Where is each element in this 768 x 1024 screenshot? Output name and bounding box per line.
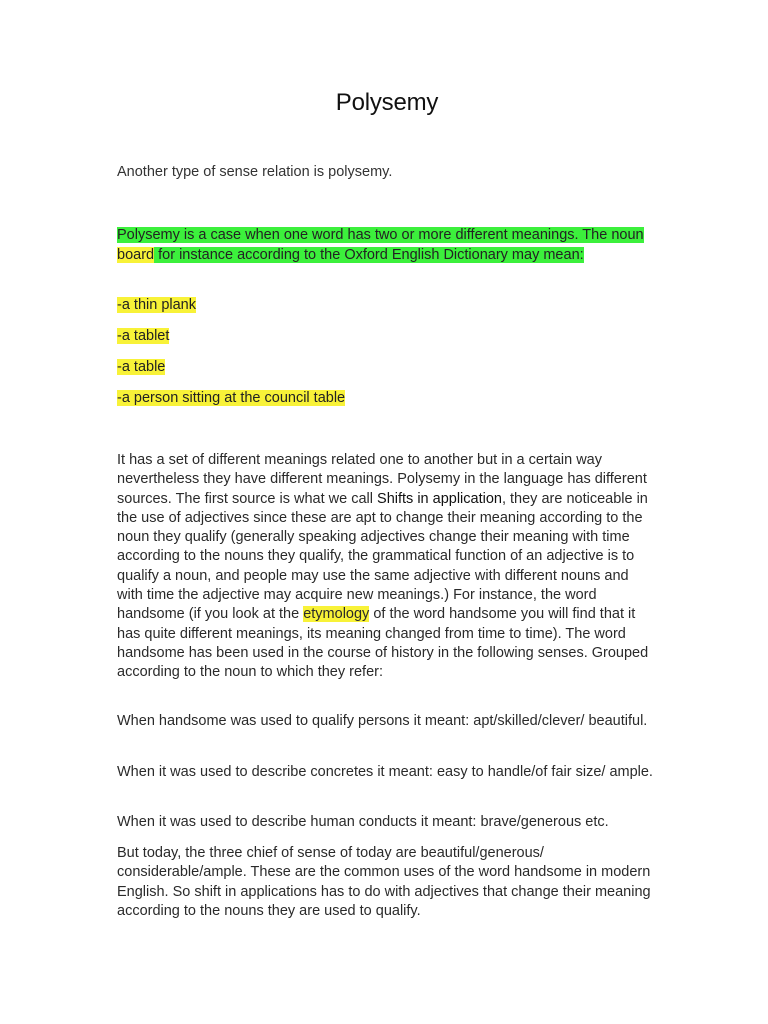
list-item bbox=[117, 389, 345, 420]
definition-paragraph bbox=[117, 226, 647, 265]
sense-paragraph-concretes: When it was used to describe concretes it meant: easy to handle/of fair size/ ample. bbox=[117, 764, 653, 780]
body-text-part2: , they are noticeable in the use of adjectives since these are apt to change their meaning according to the noun they qualify (generally speaking adjectives change their meaning with time according to the nouns they qualify, the grammatical function of an adjective is to qualify a noun, and people may use the same adjective with different nouns and with time the adjective may acquire new meanings.) For instance, the word handsome (if you look at the bbox=[117, 490, 648, 623]
sense-paragraph-today: But today, the three chief of sense of today are beautiful/generous/ considerable/ample. These are the common uses of the word handsome in modern English. So shift in applications has to do with adjectives that change their meaning according to the nouns they are used to qualify. bbox=[117, 845, 651, 919]
sense-paragraph-persons: When handsome was used to qualify persons it meant: apt/skilled/clever/ beautiful. bbox=[117, 713, 648, 729]
meaning-text: -a thin plank bbox=[117, 297, 196, 313]
meaning-text: -a person sitting at the council table bbox=[117, 390, 346, 406]
highlighted-word-board: board bbox=[117, 246, 155, 263]
body-text-part1: It has a set of different meanings related one to another but in a certain way nevertheless they have different meanings. Polysemy in the language has different sources. The first source is what we call bbox=[117, 452, 647, 507]
intro-sentence: Another type of sense relation is polysemy. bbox=[117, 164, 393, 180]
meaning-text: -a table bbox=[117, 359, 166, 375]
document-title: Polysemy bbox=[335, 89, 439, 116]
meaning-text: -a tablet bbox=[117, 328, 170, 344]
list-item bbox=[117, 358, 345, 389]
list-item bbox=[117, 327, 345, 358]
definition-text-part2: for instance according to the Oxford English Dictionary may mean: bbox=[154, 246, 584, 263]
meanings-list bbox=[117, 296, 345, 420]
body-text-part3: of the word handsome you will find that it has quite different meanings, its meaning changed from time to time). The word handsome has been used in the course of history in the following senses. Grouped according to the noun to which they refer: bbox=[117, 606, 649, 681]
sense-paragraph-conducts: When it was used to describe human conducts it meant: brave/generous etc. bbox=[117, 814, 609, 830]
term-shifts-in-application: Shifts in application bbox=[377, 490, 502, 507]
body-paragraph bbox=[117, 451, 657, 683]
highlighted-term-etymology: etymology bbox=[303, 606, 370, 623]
list-item bbox=[117, 296, 345, 327]
definition-text-part1: Polysemy is a case when one word has two or more different meanings. The noun bbox=[117, 227, 644, 243]
